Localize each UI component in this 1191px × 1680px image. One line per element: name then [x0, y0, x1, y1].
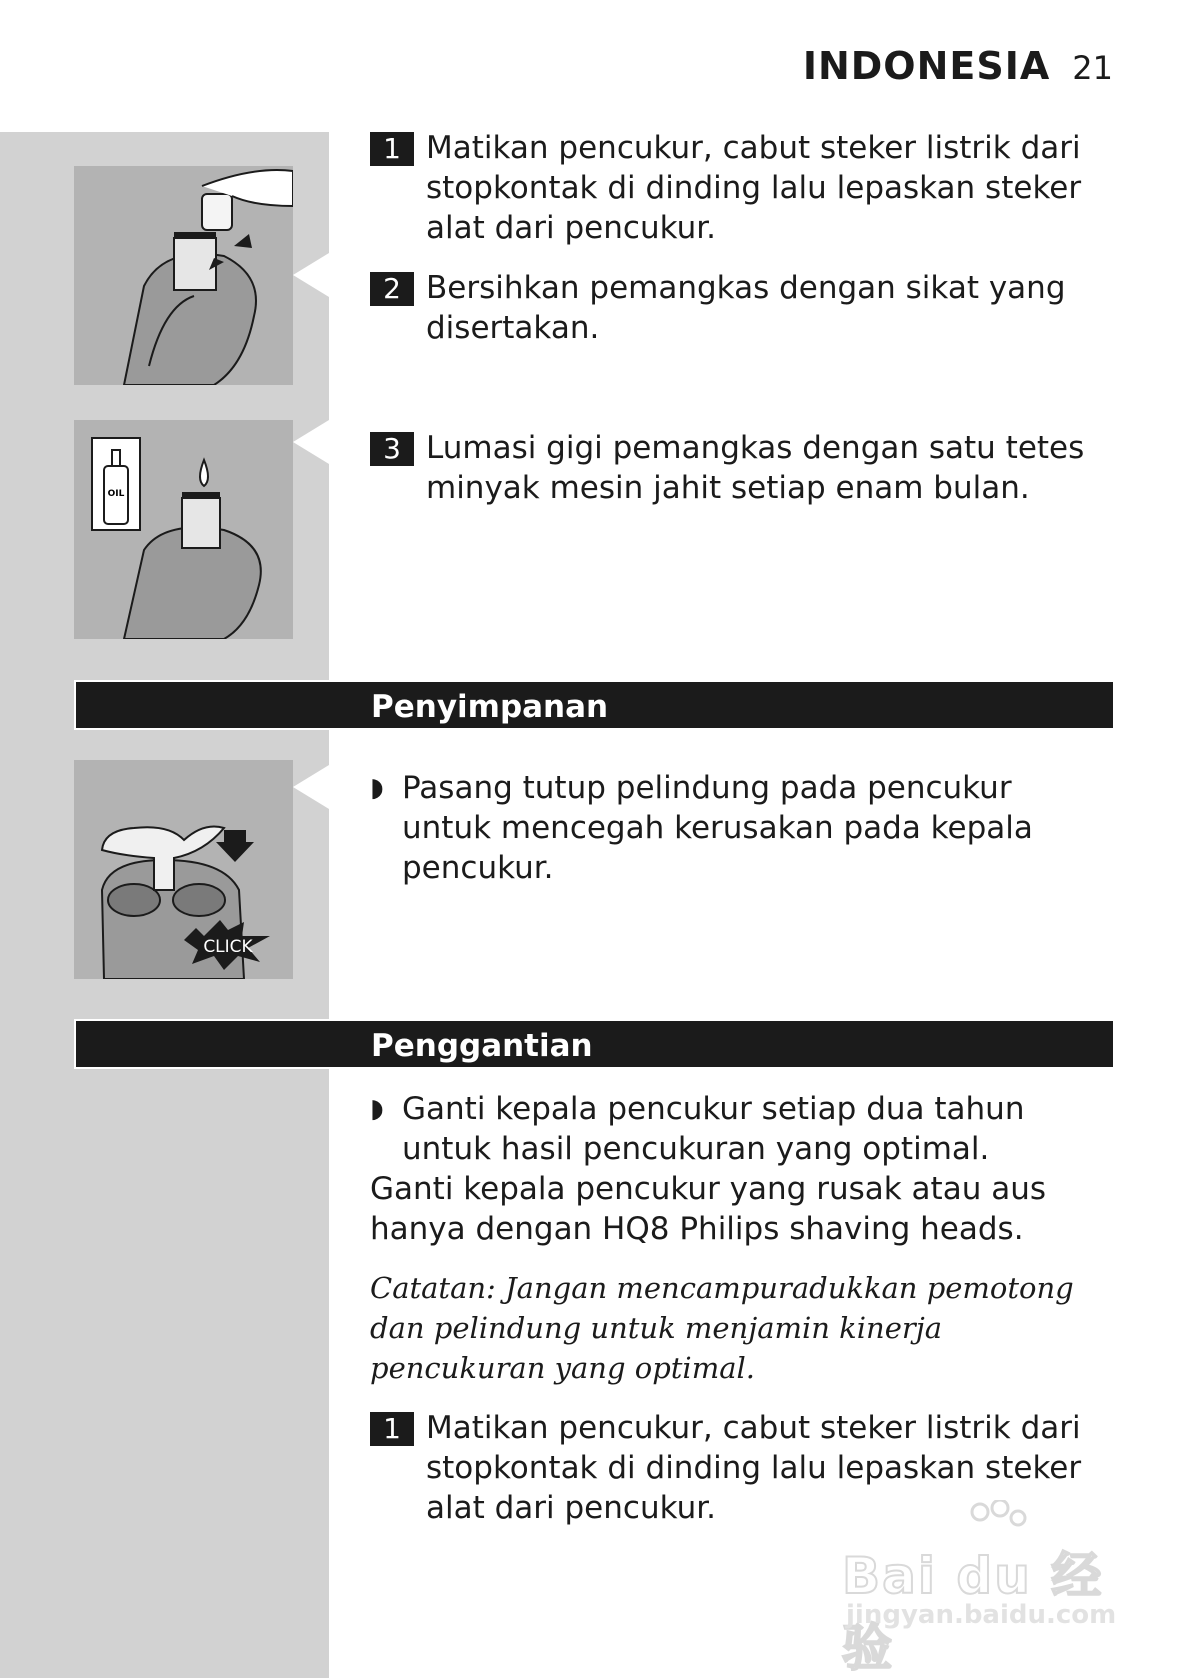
step-1 [370, 128, 1110, 248]
bullet-marker-icon: ◗ [370, 1094, 384, 1124]
illustration-pointer [293, 420, 329, 464]
protection-cap-illustration [74, 760, 293, 979]
oil-bottle-illustration [74, 420, 293, 639]
click-label: CLICK [203, 937, 253, 957]
section-title-replacement: Penggantian [74, 1019, 1115, 1069]
oil-label: OIL [107, 489, 125, 499]
storage-bullet [370, 768, 1110, 888]
replacement-note: Catatan: Jangan mencampuradukkan pemotong dan pelindung untuk menjamin kinerja pencukuran yang optimal. [370, 1271, 1074, 1385]
bullet-text: Ganti kepala pencukur setiap dua tahun untuk hasil pencukuran yang optimal. [402, 1091, 1025, 1167]
bullet-text: Pasang tutup pelindung pada pencukur untuk mencegah kerusakan pada kepala pencukur. [402, 770, 1033, 886]
replacement-bullet [370, 1089, 1110, 1169]
step-text: Lumasi gigi pemangkas dengan satu tetes minyak mesin jahit setiap enam bulan. [426, 430, 1085, 506]
page-number: 21 [1072, 49, 1113, 87]
step-2 [370, 268, 1110, 348]
step-number: 2 [370, 272, 414, 306]
step-number: 3 [370, 432, 414, 466]
trimmer-brush-illustration [74, 166, 293, 385]
language-title: INDONESIA [802, 44, 1051, 88]
bullet-marker-icon: ◗ [370, 773, 384, 803]
step-text: Bersihkan pemangkas dengan sikat yang disertakan. [426, 270, 1066, 346]
step-3 [370, 428, 1110, 508]
replacement-paragraph: Ganti kepala pencukur yang rusak atau aus hanya dengan HQ8 Philips shaving heads. [370, 1171, 1046, 1247]
section-title-storage: Penyimpanan [74, 680, 1115, 730]
watermark-url: jingyan.baidu.com [846, 1600, 1117, 1630]
watermark [842, 1500, 1122, 1677]
watermark-brand: Bai du 经验 [842, 1547, 1104, 1677]
step-text: Matikan pencukur, cabut steker listrik dari stopkontak di dinding lalu lepaskan steker alat dari pencukur. [426, 1410, 1082, 1526]
step-text: Matikan pencukur, cabut steker listrik dari stopkontak di dinding lalu lepaskan steker alat dari pencukur. [426, 130, 1082, 246]
step-number: 1 [370, 1412, 414, 1446]
step-number: 1 [370, 132, 414, 166]
illustration-pointer [293, 765, 329, 809]
illustration-pointer [293, 253, 329, 297]
page-header [803, 44, 1113, 88]
